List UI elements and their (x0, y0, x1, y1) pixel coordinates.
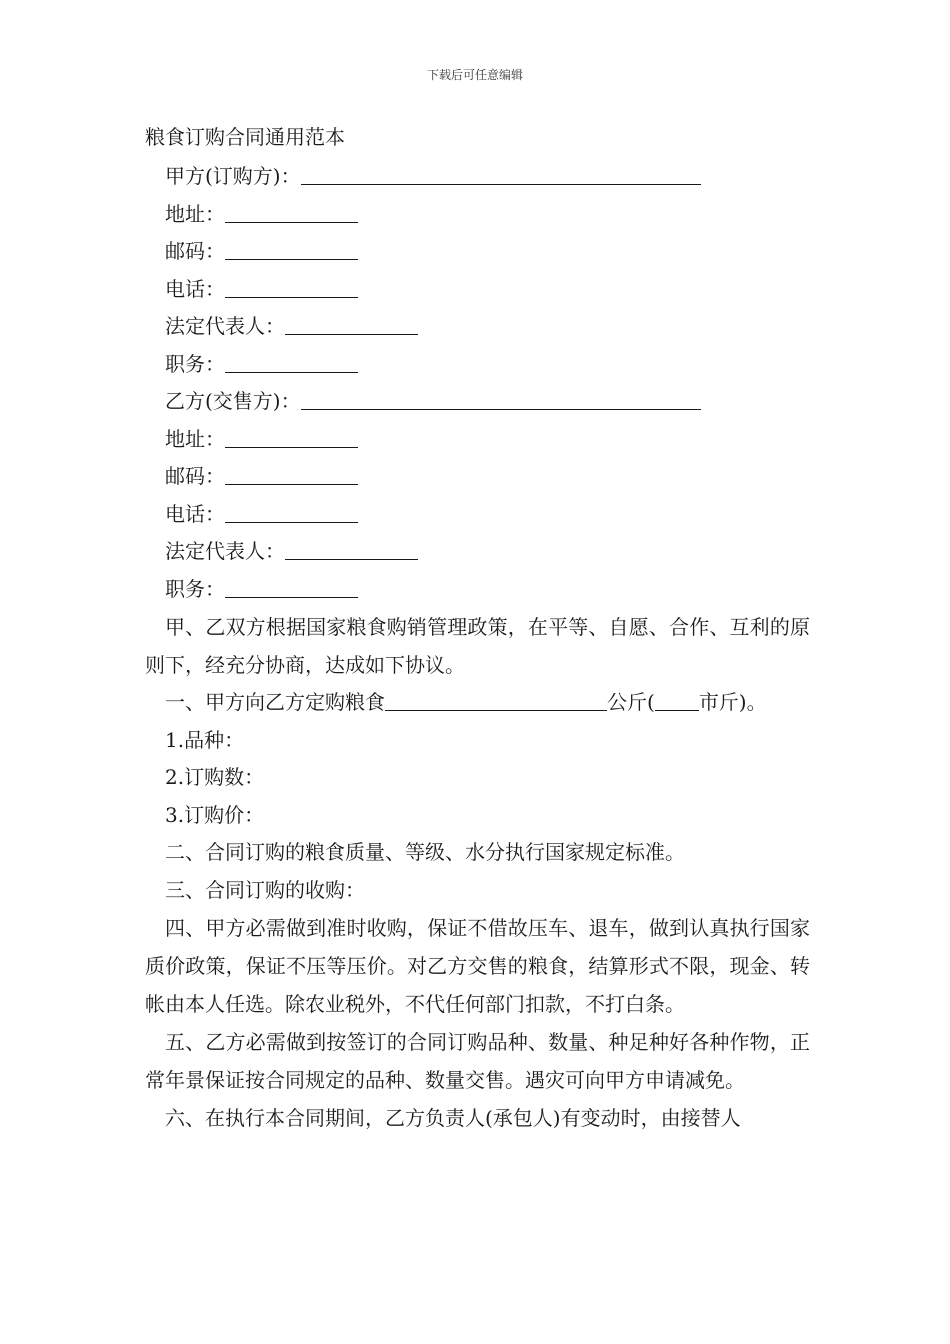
phone-label: 电话： (165, 501, 225, 526)
postcode-blank (225, 237, 358, 260)
party-b-position-field (145, 571, 810, 609)
address-blank (225, 200, 358, 223)
party-a-position-field (145, 346, 810, 384)
jin-blank (655, 688, 699, 711)
clause-2: 二、合同订购的粮食质量、等级、水分执行国家规定标准。 (165, 840, 685, 864)
address-label: 地址： (165, 426, 225, 451)
legal-rep-blank (285, 312, 418, 335)
page-header: 下载后可任意编辑 (426, 68, 523, 82)
document-title: 粮食订购合同通用范本 (145, 125, 345, 149)
party-b-phone-field (145, 496, 810, 534)
party-a-field (145, 158, 810, 196)
clause-1-unit: 公斤( (607, 690, 655, 714)
party-b-field (145, 383, 810, 421)
contract-body (145, 122, 810, 1137)
phone-blank (225, 275, 358, 298)
intro-paragraph: 甲、乙双方根据国家粮食购销管理政策，在平等、自愿、合作、互利的原则下，经充分协商，达成如下协议。 (145, 615, 810, 677)
address-label: 地址： (165, 201, 225, 226)
position-blank (225, 350, 358, 373)
party-a-phone-field (145, 271, 810, 309)
clause-4: 四、甲方必需做到准时收购，保证不借故压车、退车，做到认真执行国家质价政策，保证不压等压价。对乙方交售的粮食，结算形式不限，现金、转帐由本人任选。除农业税外，不代任何部门扣款，不打白条。 (145, 916, 810, 1016)
phone-blank (225, 500, 358, 523)
party-b-postcode-field (145, 458, 810, 496)
item-order-quantity: 2.订购数： (165, 765, 265, 789)
party-b-label: 乙方(交售方)： (165, 389, 301, 413)
party-a-blank (301, 162, 701, 185)
phone-label: 电话： (165, 276, 225, 301)
postcode-label: 邮码： (165, 464, 225, 488)
legal-rep-label: 法定代表人： (165, 539, 285, 563)
party-a-address-field (145, 196, 810, 234)
party-b-blank (301, 387, 701, 410)
clause-5: 五、乙方必需做到按签订的合同订购品种、数量、种足种好各种作物，正常年景保证按合同规定的品种、数量交售。遇灾可向甲方申请减免。 (145, 1030, 810, 1092)
position-label: 职务： (165, 351, 225, 376)
address-blank (225, 425, 358, 448)
position-blank (225, 575, 358, 598)
party-a-legal-rep-field (145, 308, 810, 346)
clause-1 (145, 684, 810, 722)
postcode-blank (225, 462, 358, 485)
item-variety: 1.品种： (165, 727, 245, 752)
legal-rep-blank (285, 537, 418, 560)
item-order-price: 3.订购价： (165, 802, 265, 827)
party-a-label: 甲方(订购方)： (165, 164, 301, 188)
position-label: 职务： (165, 576, 225, 601)
clause-3: 三、合同订购的收购： (165, 877, 365, 902)
clause-1-prefix: 一、甲方向乙方定购粮食 (165, 690, 385, 714)
clause-1-suffix: 市斤)。 (698, 690, 767, 714)
clause-6: 六、在执行本合同期间，乙方负责人(承包人)有变动时，由接替人 (165, 1106, 741, 1130)
postcode-label: 邮码： (165, 239, 225, 263)
party-b-address-field (145, 421, 810, 459)
quantity-blank (385, 688, 607, 711)
party-a-postcode-field (145, 233, 810, 271)
legal-rep-label: 法定代表人： (165, 314, 285, 338)
party-b-legal-rep-field (145, 533, 810, 571)
